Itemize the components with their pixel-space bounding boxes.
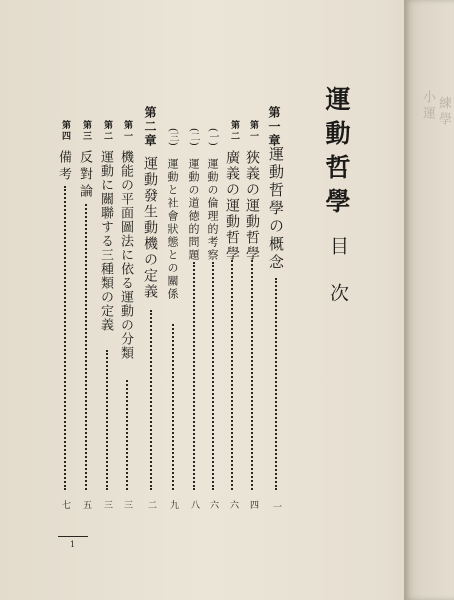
section-title: 廣義の運動哲學 [224, 150, 240, 262]
subsection-label: (二) [188, 128, 199, 146]
section-label: 第四 [60, 120, 70, 142]
subsection-label: (一) [207, 128, 218, 146]
page-number: 一 [271, 502, 281, 512]
toc-heading: 目次 [327, 236, 349, 330]
section-title: 運動に關聯する三種類の定義 [98, 150, 113, 332]
section-title: 狹義の運動哲學 [244, 150, 260, 262]
subsection-label: (三) [167, 128, 178, 146]
dot-leader [85, 204, 87, 490]
folio-rule [58, 536, 88, 537]
section-title: 備考 [56, 150, 71, 184]
dot-leader [193, 262, 195, 490]
bleed-through-text: 練學 [436, 96, 451, 128]
subsection-title: 運動の倫理的考察 [206, 158, 219, 262]
dot-leader [275, 278, 277, 490]
page-number: 七 [60, 500, 70, 510]
section-label: 第一 [122, 120, 132, 142]
chapter-title: 運動哲學の概念 [267, 146, 285, 272]
dot-leader [231, 260, 233, 490]
page-number: 八 [189, 500, 199, 510]
page-number: 六 [208, 500, 218, 510]
subsection-title: 運動と社會狀態との關係 [166, 158, 179, 301]
page-number: 三 [102, 500, 112, 510]
subsection-title: 運動の道徳的問題 [187, 158, 200, 262]
section-title: 反對論 [77, 150, 92, 201]
chapter-label: 第一章 [267, 106, 281, 148]
page-number: 三 [122, 500, 132, 510]
next-page-edge [404, 0, 454, 600]
page-number: 九 [168, 500, 178, 510]
page-number: 六 [228, 500, 238, 510]
section-label: 第三 [81, 120, 91, 142]
page-number: 四 [248, 500, 258, 510]
dot-leader [212, 262, 214, 490]
section-label: 第二 [229, 120, 239, 142]
chapter-label: 第二章 [143, 106, 157, 148]
page-number: 二 [146, 500, 156, 510]
bleed-through-text: 小運 [420, 90, 435, 122]
dot-leader [126, 380, 128, 490]
dot-leader [150, 310, 152, 490]
book-title: 運動哲學 [322, 86, 351, 222]
section-title: 機能の平面圖法に依る運動の分類 [118, 150, 133, 360]
dot-leader [172, 324, 174, 490]
dot-leader [106, 350, 108, 490]
folio-number: 1 [70, 540, 76, 549]
dot-leader [251, 260, 253, 490]
section-label: 第一 [248, 120, 258, 142]
dot-leader [64, 186, 66, 490]
section-label: 第二 [102, 120, 112, 142]
page-number: 五 [81, 500, 91, 510]
chapter-title: 運動發生動機の定義 [142, 156, 158, 300]
